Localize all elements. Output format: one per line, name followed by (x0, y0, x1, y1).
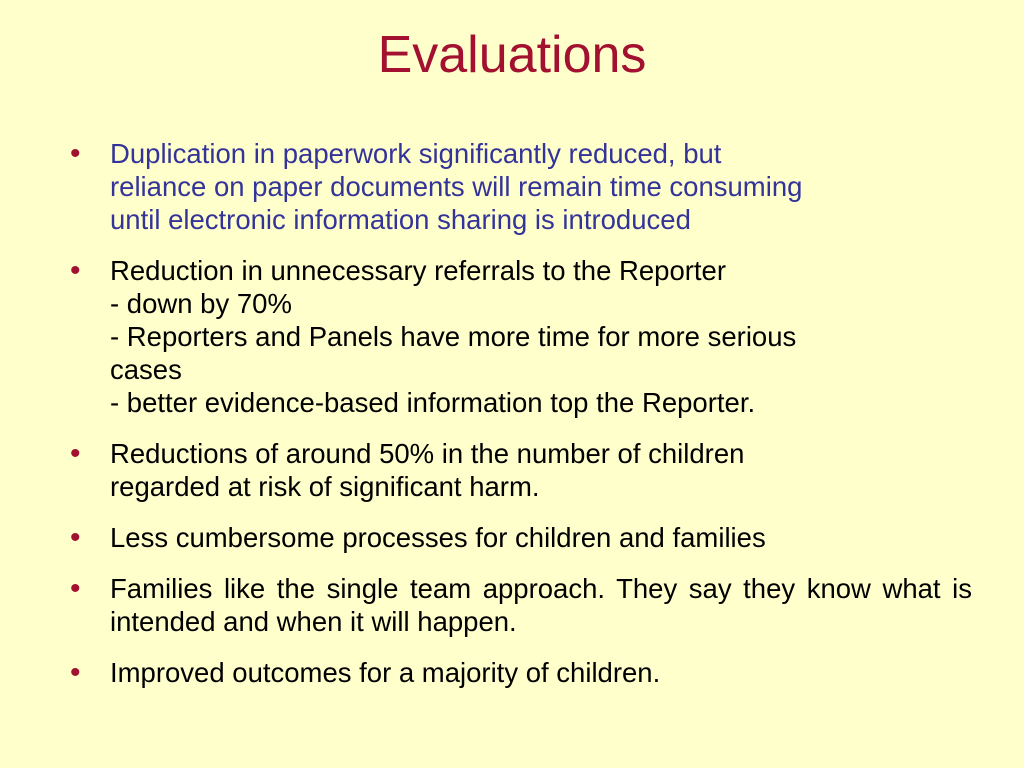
bullet-text: Reductions of around 50% in the number of children regarded at risk of significant harm. (110, 438, 745, 502)
bullet-item-processes (70, 521, 972, 554)
bullet-item-paperwork (70, 137, 972, 236)
bullet-text: Less cumbersome processes for children and families (110, 522, 766, 553)
bullet-icon: • (70, 521, 81, 554)
slide-title: Evaluations (377, 26, 647, 84)
bullet-text: Reduction in unnecessary referrals to the Reporter - down by 70% - Reporters and Panels have more time for more serious cases - better evidence-based information top the Reporter. (110, 255, 797, 418)
bullet-text: Duplication in paperwork significantly reduced, but reliance on paper documents will remain time consuming until electronic information sharing is introduced (110, 138, 803, 235)
bullet-item-families (70, 572, 972, 638)
bullet-item-referrals (70, 254, 972, 419)
bullet-icon: • (70, 656, 81, 689)
bullet-icon: • (70, 437, 81, 470)
bullet-item-outcomes (70, 656, 972, 689)
bullet-icon: • (70, 572, 81, 605)
bullet-text: Improved outcomes for a majority of children. (110, 657, 661, 688)
bullet-item-risk-reduction (70, 437, 972, 503)
bullet-list (70, 137, 972, 707)
bullet-icon: • (70, 137, 81, 170)
bullet-icon: • (70, 254, 81, 287)
bullet-text: Families like the single team approach. They say they know what is intended and when it will happen. (110, 573, 972, 637)
